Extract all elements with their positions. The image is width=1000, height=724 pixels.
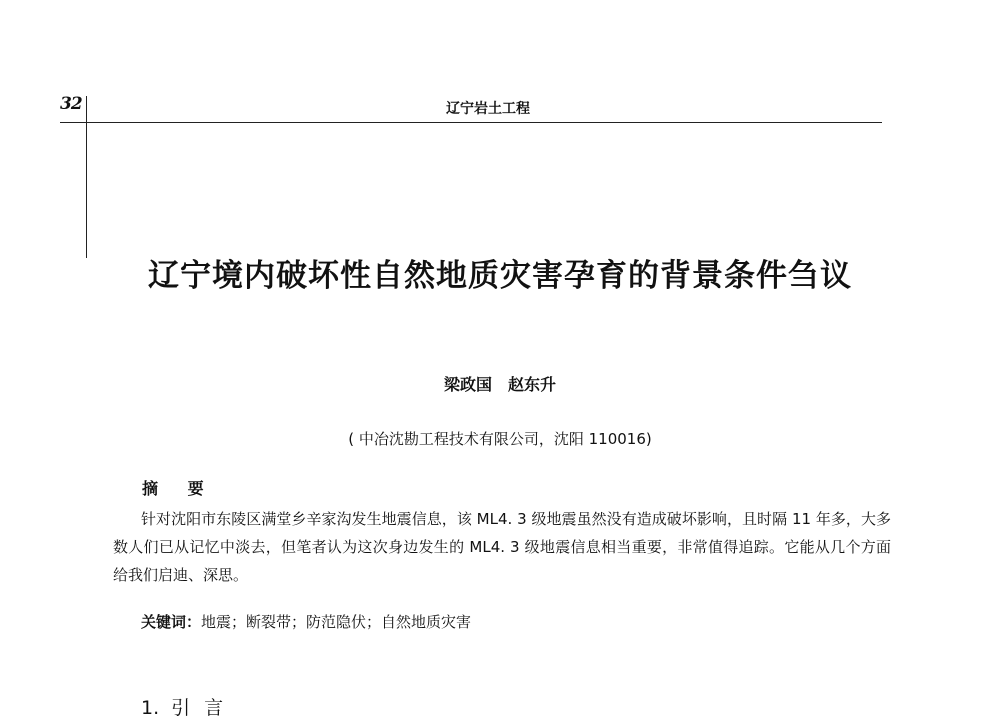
abstract-heading: 摘 要 — [142, 479, 216, 498]
keywords-line — [141, 611, 471, 632]
keywords-text: 地震；断裂带；防范隐伏；自然地质灾害 — [201, 613, 472, 631]
section-title: 引言 — [171, 697, 238, 719]
margin-rule — [86, 96, 87, 258]
journal-name: 辽宁岩土工程 — [446, 101, 530, 117]
section-number: 1. — [141, 697, 160, 719]
keywords-label: 关键词： — [141, 613, 202, 631]
article-title: 辽宁境内破坏性自然地质灾害孕育的背景条件刍议 — [148, 258, 852, 294]
header-rule — [60, 122, 882, 123]
article-authors: 梁政国 赵东升 — [443, 375, 556, 394]
section-heading — [141, 693, 237, 720]
page-number: 32 — [60, 94, 82, 114]
author-affiliation: ( 中冶沈勘工程技术有限公司，沈阳 110016) — [348, 430, 652, 448]
abstract-body: 针对沈阳市东陵区满堂乡辛家沟发生地震信息，该 ML4. 3 级地震虽然没有造成破坏影响，且时隔 11 年多，大多数人们已从记忆中淡去，但笔者认为这次身边发生的 ML4. 3 级地震信息相当重要，非常值得追踪。它能从几个方面给我们启迪、深思。 — [113, 510, 891, 584]
